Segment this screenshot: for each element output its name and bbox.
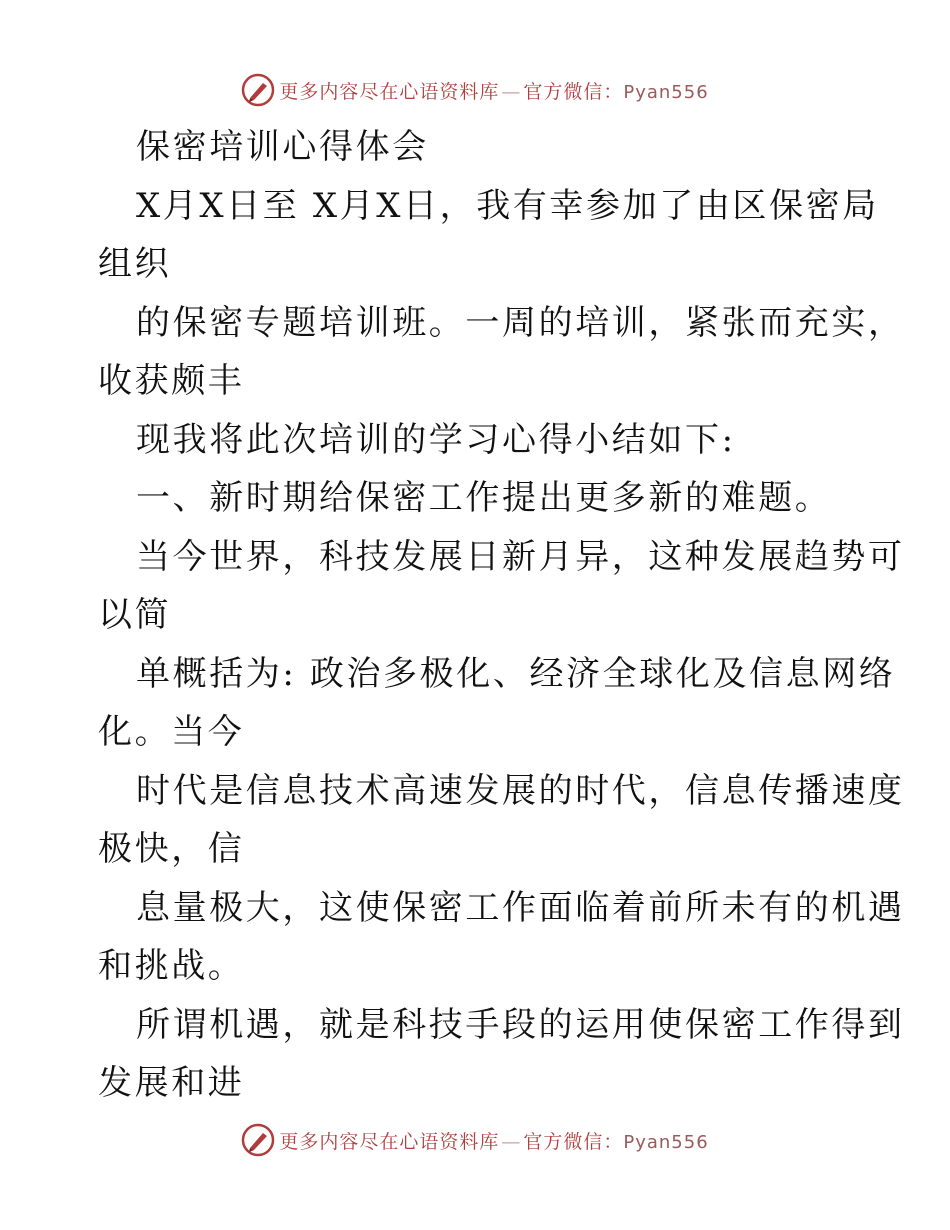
- pen-logo-icon: [241, 1123, 275, 1157]
- text-line: 组织: [98, 244, 172, 284]
- text-line: 时代是信息技术高速发展的时代，信息传播速度: [136, 770, 905, 811]
- banner-text: [279, 77, 708, 104]
- text-line: 当今世界，科技发展日新月异，这种发展趋势可: [136, 536, 905, 577]
- pen-logo-icon: [241, 73, 275, 107]
- banner-wechat-label: 官方微信：: [523, 80, 624, 103]
- banner-wechat-id: Pyan556: [623, 1131, 709, 1153]
- banner-site-name: 更多内容尽在心语资料库: [279, 80, 500, 103]
- text-line: 和挑战。: [98, 946, 245, 986]
- banner-text: [279, 1127, 708, 1154]
- footer-banner: [0, 1120, 950, 1160]
- text-line: 以简: [98, 595, 172, 635]
- text-line: 收获颇丰: [98, 361, 245, 401]
- text-line: 一、新时期给保密工作提出更多新的难题。: [136, 478, 832, 518]
- text-line: 极快，信: [98, 829, 245, 869]
- text-line: 保密培训心得体会: [136, 127, 429, 167]
- text-line: X月X日至 X月X日，我有幸参加了由区保密局: [136, 185, 879, 226]
- document-body: [98, 118, 905, 1113]
- banner-wechat-id: Pyan556: [623, 81, 709, 103]
- text-line: 化。当今: [98, 712, 245, 752]
- banner-dash: —: [501, 1130, 522, 1153]
- text-line: 发展和进: [98, 1063, 245, 1103]
- text-line: 的保密专题培训班。一周的培训，紧张而充实，: [136, 302, 905, 343]
- banner-wechat-label: 官方微信：: [523, 1130, 624, 1153]
- banner-dash: —: [501, 80, 522, 103]
- text-line: 息量极大，这使保密工作面临着前所未有的机遇: [136, 887, 905, 928]
- text-line: 单概括为: 政治多极化、经济全球化及信息网络: [136, 653, 896, 694]
- header-banner: [0, 70, 950, 110]
- text-line: 现我将此次培训的学习心得小结如下:: [136, 419, 736, 460]
- text-line: 所谓机遇，就是科技手段的运用使保密工作得到: [136, 1004, 905, 1045]
- banner-site-name: 更多内容尽在心语资料库: [279, 1130, 500, 1153]
